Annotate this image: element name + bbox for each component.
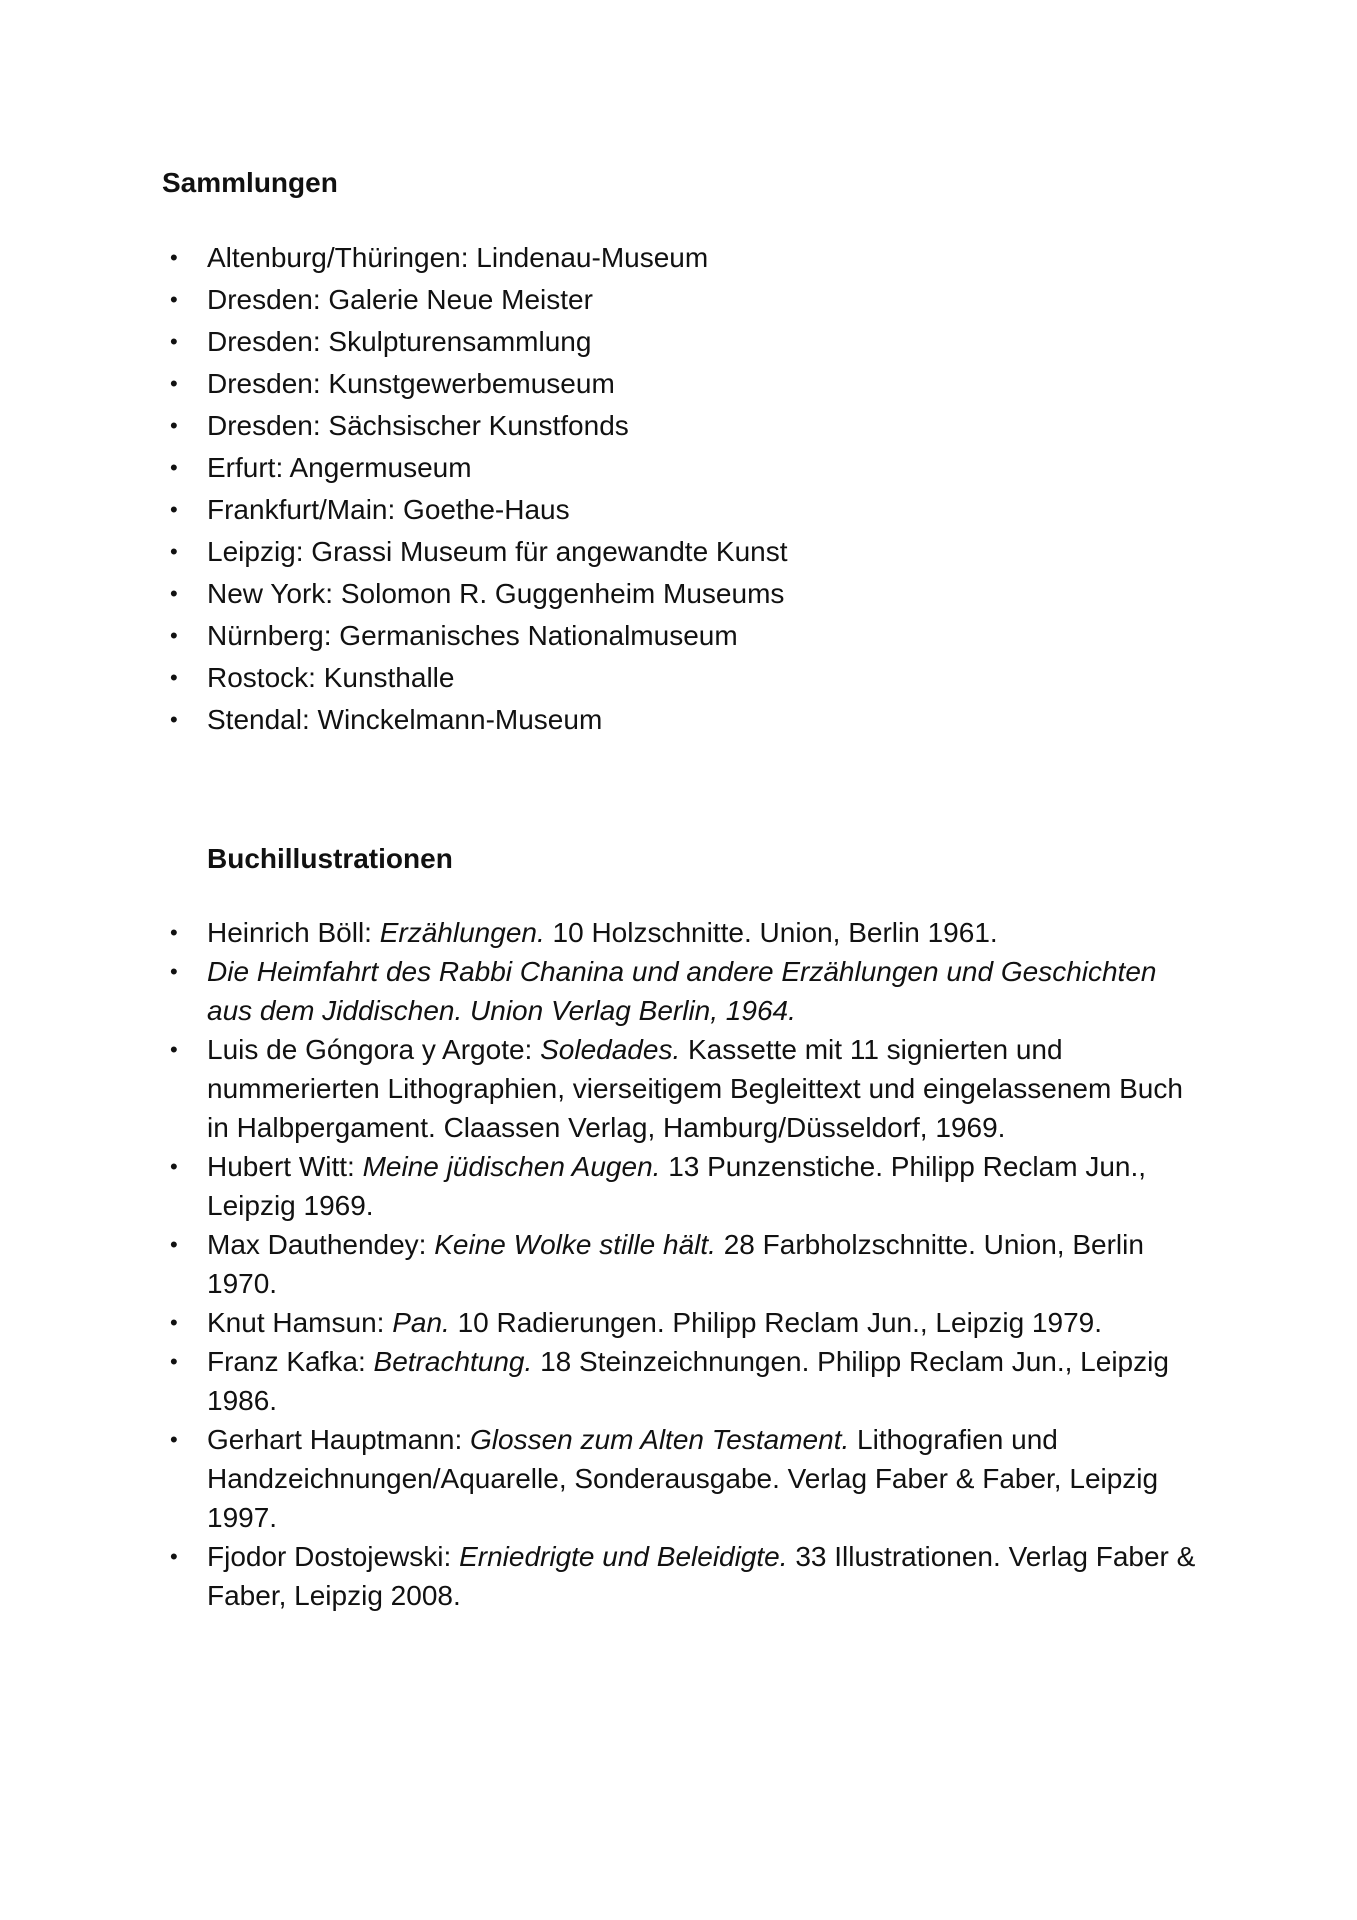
book-title: Glossen zum Alten Testament. [470,1424,850,1455]
list-item: • Dresden: Sächsischer Kunstfonds [0,405,1357,447]
buchillustrationen-heading: Buchillustrationen [207,843,453,874]
list-item: • Leipzig: Grassi Museum für angewandte Kunst [0,531,1357,573]
list-item: • Dresden: Skulpturensammlung [0,321,1357,363]
list-item: • Altenburg/Thüringen: Lindenau-Museum [0,237,1357,279]
buchillustrationen-list [0,913,1357,1615]
book-title: Erniedrigte und Beleidigte. [459,1541,788,1572]
author: Luis de Góngora y Argote: [207,1034,541,1065]
book-details: Kassette mit 11 signierten und nummerierten Lithographien, vierseitigem Begleittext und eingelassenem Buch in Halbpergament. Claassen Verlag, Hamburg/Düsseldorf, 1969. [207,1034,1183,1143]
book-details: 28 Farbholzschnitte. Union, Berlin 1970. [207,1229,1144,1299]
author: Knut Hamsun: [207,1307,393,1338]
book-details: 33 Illustrationen. Verlag Faber & Faber, Leipzig 2008. [207,1541,1196,1611]
book-details: 18 Steinzeichnungen. Philipp Reclam Jun., Leipzig 1986. [207,1346,1169,1416]
author: Fjodor Dostojewski: [207,1541,460,1572]
list-item: • Dresden: Galerie Neue Meister [0,279,1357,321]
list-item [0,1225,1357,1303]
sammlungen-heading: Sammlungen [162,167,338,198]
author: Gerhart Hauptmann: [207,1424,471,1455]
list-item: • Erfurt: Angermuseum [0,447,1357,489]
book-title: Meine jüdischen Augen. [362,1151,661,1182]
list-item: • Rostock: Kunsthalle [0,657,1357,699]
author: Franz Kafka: [207,1346,374,1377]
author: Hubert Witt: [207,1151,363,1182]
list-item [0,1420,1357,1537]
author: Max Dauthendey: [207,1229,435,1260]
book-title: Die Heimfahrt des Rabbi Chanina und andere Erzählungen und Geschichten aus dem Jiddischen. Union Verlag Berlin, 1964. [207,956,1157,1026]
list-item: • Frankfurt/Main: Goethe-Haus [0,489,1357,531]
list-item: • Nürnberg: Germanisches Nationalmuseum [0,615,1357,657]
book-details: 10 Holzschnitte. Union, Berlin 1961. [544,917,998,948]
list-item: • New York: Solomon R. Guggenheim Museums [0,573,1357,615]
list-item [0,1303,1357,1342]
book-title: Betrachtung. [373,1346,533,1377]
book-title: Pan. [392,1307,450,1338]
list-item [0,1537,1357,1615]
list-item [0,1342,1357,1420]
list-item: • Stendal: Winckelmann-Museum [0,699,1357,741]
list-item [0,1147,1357,1225]
book-details: Lithografien und Handzeichnungen/Aquarelle, Sonderausgabe. Verlag Faber & Faber, Leipzig 1997. [207,1424,1159,1533]
book-details: 10 Radierungen. Philipp Reclam Jun., Leipzig 1979. [449,1307,1103,1338]
author: Heinrich Böll: [207,917,380,948]
list-item [0,952,1357,1030]
list-item [0,1030,1357,1147]
book-title: Keine Wolke stille hält. [434,1229,716,1260]
sammlungen-list [0,237,1357,741]
book-details: 13 Punzenstiche. Philipp Reclam Jun., Leipzig 1969. [207,1151,1147,1221]
list-item [0,913,1357,952]
book-title: Soledades. [540,1034,681,1065]
list-item: • Dresden: Kunstgewerbemuseum [0,363,1357,405]
book-title: Erzählungen. [379,917,545,948]
